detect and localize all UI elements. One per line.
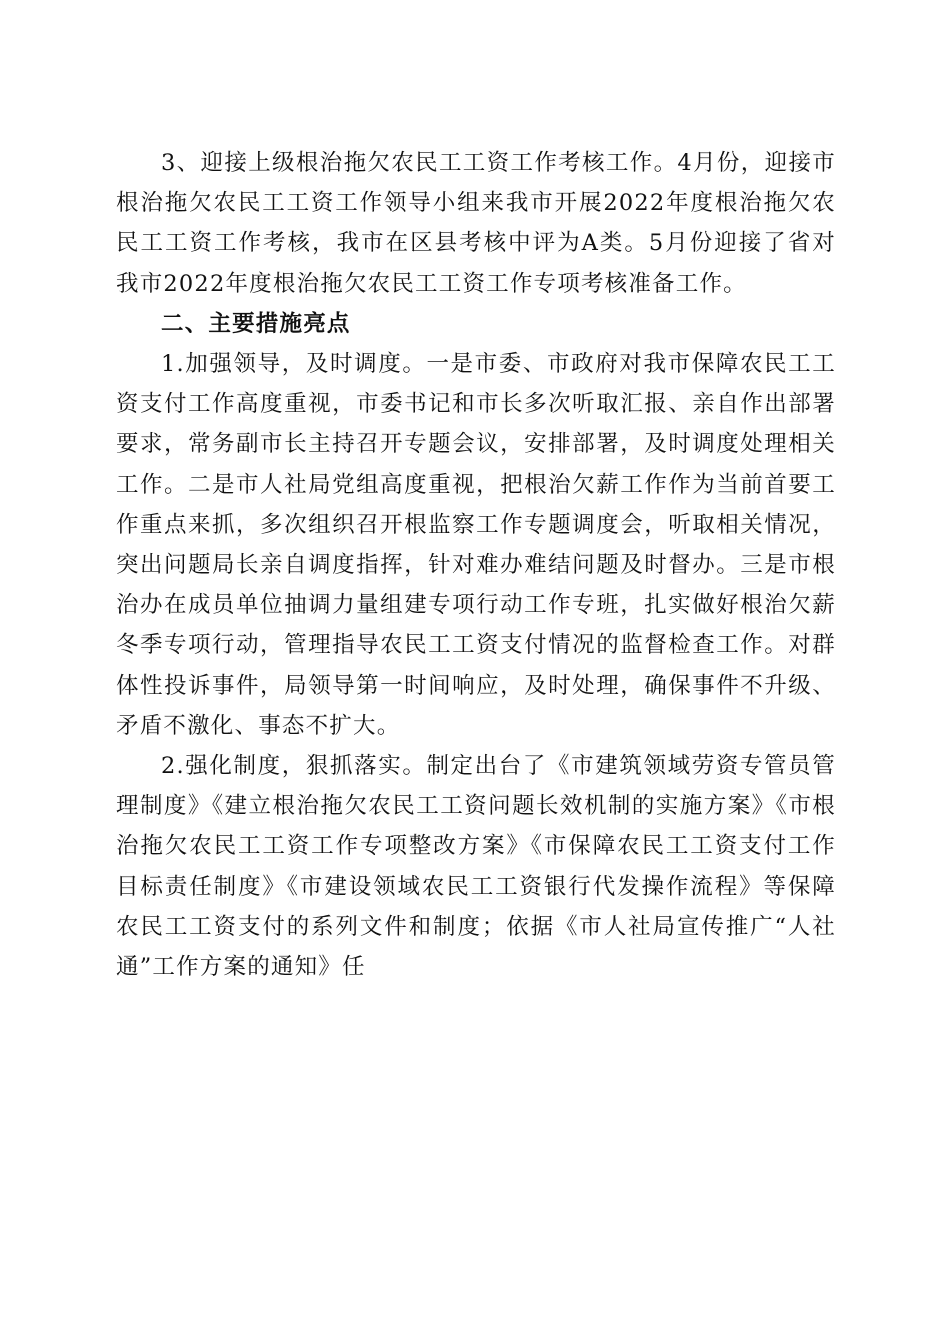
document-body [116, 143, 836, 987]
paragraph-item-3: 3、迎接上级根治拖欠农民工工资工作考核工作。4月份，迎接市根治拖欠农民工工资工作领导小组来我市开展2022年度根治拖欠农民工工资工作考核，我市在区县考核中评为A类。5月份迎接了省对我市2022年度根治拖欠农民工工资工作专项考核准备工作。 [116, 150, 836, 297]
section-heading-2: 二、主要措施亮点 [161, 310, 351, 337]
paragraph-measure-2: 2.强化制度，狠抓落实。制定出台了《市建筑领域劳资专管员管理制度》《建立根治拖欠农民工工资问题长效机制的实施方案》《市根治拖欠农民工工资工作专项整改方案》《市保障农民工工资支付工作目标责任制度》《市建设领域农民工工资银行代发操作流程》等保障农民工工资支付的系列文件和制度；依据《市人社局宣传推广“人社通”工作方案的通知》任 [116, 753, 836, 981]
paragraph-measure-1: 1.加强领导，及时调度。一是市委、市政府对我市保障农民工工资支付工作高度重视，市委书记和市长多次听取汇报、亲自作出部署要求，常务副市长主持召开专题会议，安排部署，及时调度处理相关工作。二是市人社局党组高度重视，把根治欠薪工作作为当前首要工作重点来抓，多次组织召开根监察工作专题调度会，听取相关情况，突出问题局长亲自调度指挥，针对难办难结问题及时督办。三是市根治办在成员单位抽调力量组建专项行动工作专班，扎实做好根治欠薪冬季专项行动，管理指导农民工工资支付情况的监督检查工作。对群体性投诉事件，局领导第一时间响应，及时处理，确保事件不升级、矛盾不激化、事态不扩大。 [116, 351, 836, 739]
